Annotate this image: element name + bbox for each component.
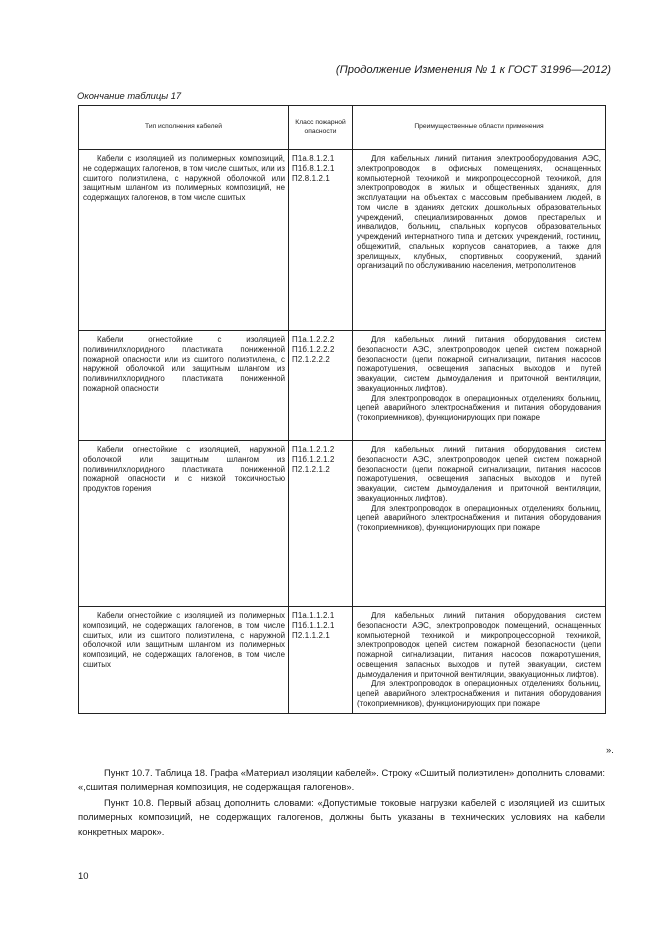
table-row (79, 441, 606, 607)
fire-class-cell: П1а.1.2.1.2 П1б.1.2.1.2 П2.1.2.1.2 (289, 441, 353, 607)
paragraph-10-7: Пункт 10.7. Таблица 18. Графа «Материал изоляции кабелей». Строку «Сшитый полиэтилен» дополнить словами: «,сшитая полимерная композиция, не содержащая галогенов». (78, 767, 605, 793)
fire-class-cell: П1а.1.1.2.1 П1б.1.1.2.1 П2.1.1.2.1 (289, 607, 353, 714)
table-header-row (79, 106, 606, 150)
cable-type-cell: Кабели с изоляцией из полимерных композиций, не содержащих галогенов, в том числе сшитых, или из сшитого полиэтилена, с наружной оболочкой или защитным шлангом из полимерных композиций, не содержащих галогенов, в том числе сшитых (79, 150, 289, 331)
table-row (79, 331, 606, 441)
column-header-fire-class: Класс пожарной опасности (289, 106, 353, 150)
cable-type-cell: Кабели огнестойкие с изоляцией из полимерных композиций, не содержащих галогенов, в том числе сшитых, или из сшитого полиэтилена, с наружной оболочкой или защитным шлангом из полимерных композиций, не содержащих галогенов, в том числе сшитых (79, 607, 289, 714)
fire-class-cell: П1а.1.2.2.2 П1б.1.2.2.2 П2.1.2.2.2 (289, 331, 353, 441)
cable-type-cell: Кабели огнестойкие с изоляцией, наружной оболочкой или защитным шлангом из поливинилхлоридного пластиката пониженной пожарной опасности и с низкой токсичностью продуктов горения (79, 441, 289, 607)
column-header-application-areas: Преимущественные области применения (353, 106, 606, 150)
fire-safety-table (78, 105, 606, 714)
column-header-cable-type: Тип исполнения кабелей (79, 106, 289, 150)
application-areas-cell: Для кабельных линий питания электрооборудования АЭС, электропроводок в офисных помещениях, оснащенных компьютерной техникой и микропроцессорной техникой, для электропроводок в жилых и общественных зданиях, для эксплуатации на объектах с массовым пребыванием людей, в том числе в зданиях детских дошкольных образовательных учреждений, специализированных домов престарелых и инвалидов, больниц, спальных корпусов образовательных учреждений интернатного типа и детских учреждений, гостиниц, общежитий, спальных корпусов санаториев, а также для зрелищных, клубных, спортивных сооружений, зданий организаций по обслуживанию населения, метрополитенов (353, 150, 606, 331)
application-areas-cell: Для кабельных линий питания оборудования систем безопасности АЭС, электропроводок помещений, оснащенных компьютерной техникой и микропроцессорной техникой, электропроводок цепей систем пожарной безопасности (цепи пожарной сигнализации, питания насосов пожаротушения, освещения запасных выходов и путей эвакуации, систем дымоудаления и приточной вентиляции, эвакуационных лифтов). Для электропроводок в операционных отделениях больниц, цепей аварийного электроснабжения и питания оборудования (токоприемников), функционирующих при пожаре (353, 607, 606, 714)
paragraph-10-8: Пункт 10.8. Первый абзац дополнить словами: «Допустимые токовые нагрузки кабелей с изоляцией из сшитых полимерных композиций, не содержащих галогенов, должны быть указаны в технических условиях на кабели конкретных марок». (78, 797, 605, 837)
table-row (79, 607, 606, 714)
table-caption: Окончание таблицы 17 (77, 90, 182, 101)
table-closing-quote: ». (606, 744, 614, 755)
table-row (79, 150, 606, 331)
fire-class-cell: П1а.8.1.2.1 П1б.8.1.2.1 П2.8.1.2.1 (289, 150, 353, 331)
page-number: 10 (78, 870, 89, 881)
cable-type-cell: Кабели огнестойкие с изоляцией поливинилхлоридного пластиката пониженной пожарной опасности или из сшитого полиэтилена, с наружной оболочкой или защитным шлангом из поливинилхлоридного пластиката пониженной пожарной опасности (79, 331, 289, 441)
application-areas-cell: Для кабельных линий питания оборудования систем безопасности АЭС, электропроводок цепей систем пожарной безопасности (цепи пожарной сигнализации, питания насосов пожаротушения, освещения запасных выходов и путей эвакуации, систем дымоудаления и приточной вентиляции, эвакуационных лифтов). Для электропроводок в операционных отделениях больниц, цепей аварийного электроснабжения и питания оборудования (токоприемников), функционирующих при пожаре (353, 331, 606, 441)
application-areas-cell: Для кабельных линий питания оборудования систем безопасности АЭС, электропроводок цепей систем пожарной безопасности (цепи пожарной сигнализации, питания насосов пожаротушения, освещения запасных выходов и путей эвакуации, систем дымоудаления и приточной вентиляции, эвакуационных лифтов). Для электропроводок в операционных отделениях больниц, цепей аварийного электроснабжения и питания оборудования (токоприемников), функционирующих при пожаре (353, 441, 606, 607)
document-header-note: (Продолжение Изменения № 1 к ГОСТ 31996—2012) (335, 64, 611, 76)
